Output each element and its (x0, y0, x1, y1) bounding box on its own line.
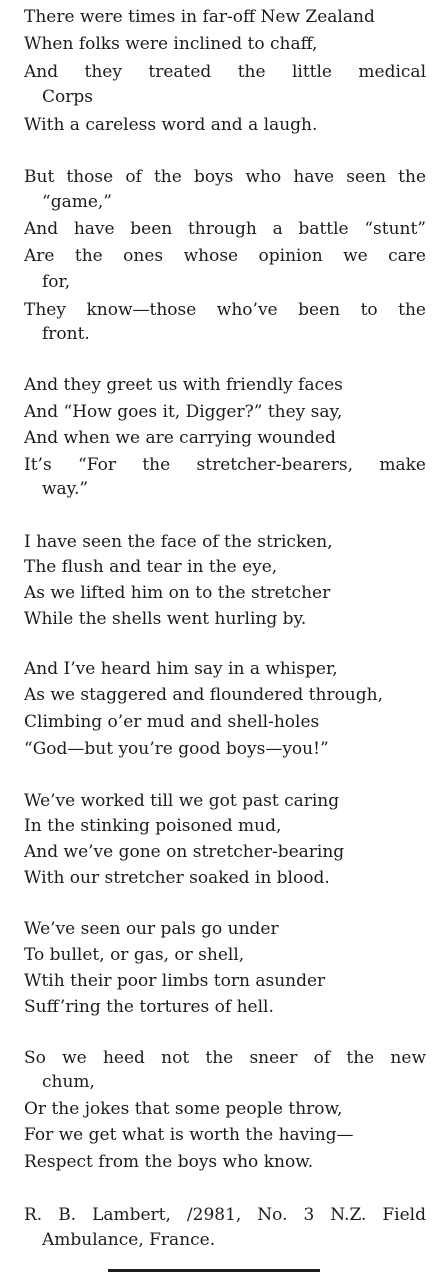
poem-line: For we get what is worth the having— (24, 1125, 354, 1145)
poem-line: Climbing o’er mud and shell-holes (24, 712, 320, 732)
poem-line: And we’ve gone on stretcher-bearing (24, 842, 345, 862)
poem-line: way.” (42, 479, 89, 499)
poem-line: When folks were inclined to chaff, (24, 34, 318, 54)
poem-line: As we staggered and floundered through, (24, 685, 383, 705)
poem-line: As we lifted him on to the stretcher (24, 583, 331, 603)
poem-line: Are the ones whose opinion we care (24, 246, 426, 266)
poem-line: I have seen the face of the stricken, (24, 532, 333, 552)
poem-line: While the shells went hurling by. (24, 609, 307, 629)
poem-line: Respect from the boys who know. (24, 1152, 314, 1172)
poem-line: And “How goes it, Digger?” they say, (24, 402, 343, 422)
signature-line: R. B. Lambert, /2981, No. 3 N.Z. Field (24, 1205, 426, 1225)
poem-line: front. (42, 324, 90, 344)
poem-line: So we heed not the sneer of the new (24, 1048, 426, 1068)
poem-line: And I’ve heard him say in a whisper, (24, 659, 338, 679)
poem-line: There were times in far-off New Zealand (24, 7, 375, 27)
poem-line: And have been through a battle “stunt” (24, 219, 426, 239)
end-rule (108, 1269, 320, 1272)
poem-line: Wtih their poor limbs torn asunder (24, 971, 326, 991)
poem-line: “God—but you’re good boys—you!” (24, 739, 329, 759)
poem-line: We’ve seen our pals go under (24, 919, 279, 939)
poem-line: And they greet us with friendly faces (24, 375, 343, 395)
poem-line: But those of the boys who have seen the (24, 167, 426, 187)
poem-line: With a careless word and a laugh. (24, 115, 318, 135)
poem-line: And they treated the little medical (24, 62, 426, 82)
poem-line: Or the jokes that some people throw, (24, 1099, 343, 1119)
poem-line: To bullet, or gas, or shell, (24, 945, 245, 965)
poem-line: Suff’ring the tortures of hell. (24, 997, 274, 1017)
poem-line: In the stinking poisoned mud, (24, 816, 282, 836)
poem-line: We’ve worked till we got past caring (24, 791, 340, 811)
poem-line: It’s “For the stretcher-bearers, make (24, 455, 426, 475)
poem-line: “game,” (42, 192, 112, 212)
poem-line: The flush and tear in the eye, (24, 557, 278, 577)
poem-line: With our stretcher soaked in blood. (24, 868, 330, 888)
poem-line: chum, (42, 1072, 95, 1092)
poem-line: They know—those who’ve been to the (24, 300, 426, 320)
signature-line: Ambulance, France. (42, 1230, 216, 1250)
poem-line: for, (42, 272, 71, 292)
poem-line: And when we are carrying wounded (24, 428, 336, 448)
poem-line: Corps (42, 87, 93, 107)
